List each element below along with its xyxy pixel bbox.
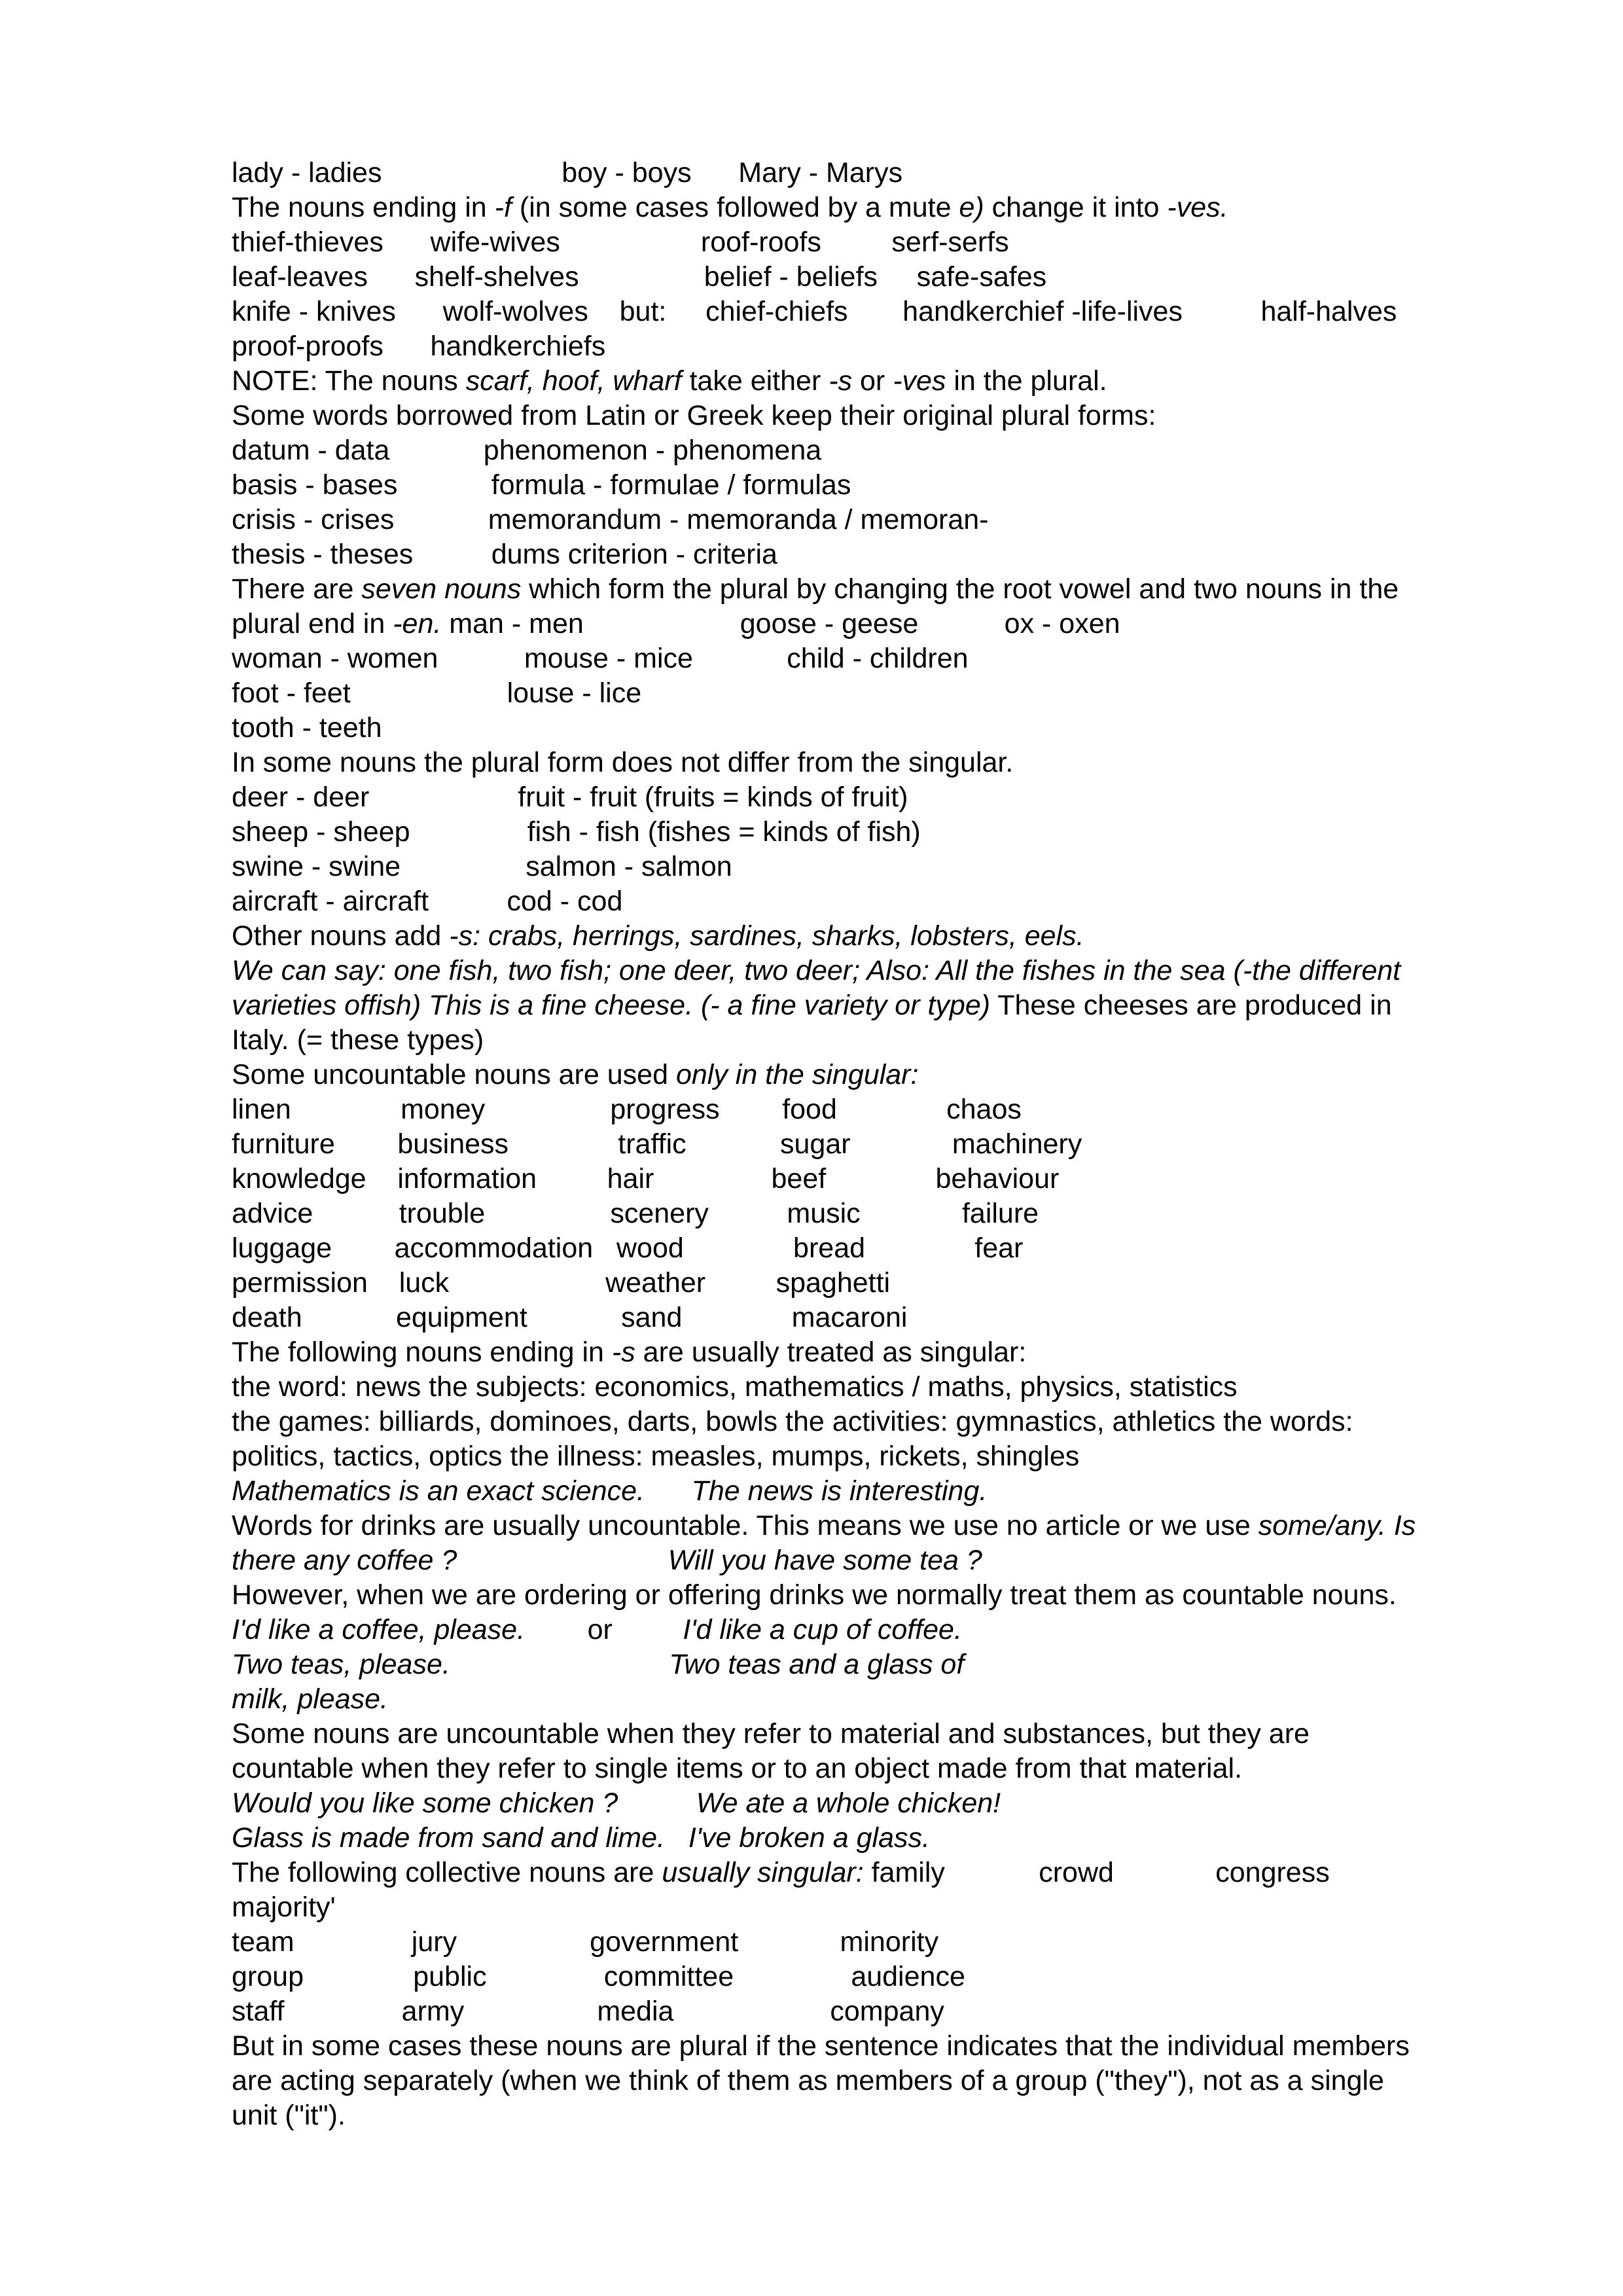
text-line <box>232 815 921 850</box>
text-line <box>232 850 732 884</box>
text-run: death equipment sand macaroni <box>232 1302 908 1333</box>
text-run: (in some cases followed by a mute <box>511 192 959 223</box>
text-line <box>232 954 1400 988</box>
text-run: luggage accommodation wood bread fear <box>232 1232 1024 1264</box>
text-run: swine - swine salmon - salmon <box>232 851 732 882</box>
text-line <box>232 295 1397 329</box>
text-run: e) <box>959 192 984 223</box>
text-run: -en. <box>393 608 442 639</box>
text-line <box>232 1578 1397 1613</box>
text-run: furniture business traffic sugar machinery <box>232 1128 1082 1160</box>
text-run: only in the singular: <box>675 1059 919 1090</box>
text-run: -ves. <box>1167 192 1228 223</box>
text-line <box>232 156 902 190</box>
text-run: datum - data phenomenon - phenomena <box>232 435 822 466</box>
text-run: proof-proofs handkerchiefs <box>232 331 606 362</box>
text-line <box>232 1092 1022 1127</box>
text-run: The following nouns ending in <box>232 1336 612 1368</box>
text-line <box>232 1405 1353 1439</box>
text-run: some/any. Is <box>1258 1510 1416 1541</box>
text-line <box>232 1127 1082 1162</box>
text-line <box>232 745 1013 780</box>
text-run: Other nouns add <box>232 920 450 952</box>
text-run: are usually treated as singular: <box>635 1336 1027 1368</box>
text-run: These cheeses are produced in <box>990 990 1392 1021</box>
text-run: NOTE: The nouns <box>232 365 466 397</box>
text-run: thief-thieves wife-wives roof-roofs serf-serfs <box>232 226 1009 258</box>
text-line <box>232 1890 336 1925</box>
text-run: sheep - sheep fish - fish (fishes = kinds of fish) <box>232 816 921 848</box>
text-run: We can say: one fish, two fish; one deer, two deer; Also: All the fishes in the sea (-the different <box>232 955 1401 986</box>
text-line <box>232 1751 1242 1786</box>
text-line <box>232 1370 1238 1405</box>
text-run: deer - deer fruit - fruit (fruits = kinds of fruit) <box>232 781 908 813</box>
text-line <box>232 1300 907 1335</box>
text-line <box>232 1856 1330 1890</box>
text-line <box>232 1960 965 1994</box>
text-run: lady - ladies boy - boys Mary - Marys <box>232 157 903 188</box>
text-run: I'd like a coffee, please. <box>232 1614 526 1645</box>
text-line <box>232 1786 1001 1821</box>
text-line <box>232 1023 484 1058</box>
text-line <box>232 572 1399 607</box>
text-run: The nouns ending in <box>232 192 495 223</box>
text-run: Some uncountable nouns are used <box>232 1059 676 1090</box>
text-run: linen money progress food chaos <box>232 1094 1022 1125</box>
text-line <box>232 2029 1410 2064</box>
text-line <box>232 2064 1384 2098</box>
text-run: -s <box>611 1336 635 1368</box>
text-run: take either <box>681 365 829 397</box>
text-line <box>232 1682 388 1717</box>
text-line <box>232 433 821 468</box>
text-run: But in some cases these nouns are plural if the sentence indicates that the individual members <box>232 2030 1410 2062</box>
text-line <box>232 190 1228 225</box>
text-line <box>232 225 1009 260</box>
text-line <box>232 607 1120 641</box>
text-run: Words for drinks are usually uncountable. This means we use no article or we use <box>232 1510 1258 1541</box>
text-run: are acting separately (when we think of them as members of a group ("they"), not as a single <box>232 2065 1384 2096</box>
text-line <box>232 1474 987 1509</box>
text-line <box>232 1439 1079 1474</box>
text-run: change it into <box>984 192 1168 223</box>
text-run: Some nouns are uncountable when they refer to material and substances, but they are <box>232 1718 1310 1749</box>
text-run: usually singular: <box>662 1857 864 1888</box>
text-line <box>232 1543 982 1578</box>
text-run: unit ("it"). <box>232 2100 346 2131</box>
text-line <box>232 1058 918 1092</box>
text-run: countable when they refer to single items or to an object made from that material. <box>232 1753 1243 1784</box>
text-line <box>232 399 1156 433</box>
text-run: However, when we are ordering or offering drinks we normally treat them as countable nouns. <box>232 1579 1397 1611</box>
text-line <box>232 1231 1023 1266</box>
text-run: majority' <box>232 1892 336 1923</box>
text-run: varieties offish) This is a fine cheese. (- a fine variety or type) <box>232 990 991 1021</box>
text-run: or <box>852 365 893 397</box>
text-run: thesis - theses dums criterion - criteria <box>232 539 777 570</box>
text-run: Two teas, please. Two teas and a glass of <box>232 1649 965 1680</box>
text-run: the word: news the subjects: economics, mathematics / maths, physics, statistics <box>232 1371 1238 1403</box>
text-line <box>232 1925 938 1960</box>
text-run: leaf-leaves shelf-shelves belief - beliefs safe-safes <box>232 261 1047 293</box>
text-run: group public committee audience <box>232 1961 965 1992</box>
text-line <box>232 1647 964 1682</box>
text-run: crisis - crises memorandum - memoranda / memoran- <box>232 504 989 535</box>
text-run: foot - feet louse - lice <box>232 677 642 709</box>
text-run: In some nouns the plural form does not differ from the singular. <box>232 747 1014 778</box>
text-run: which form the plural by changing the root vowel and two nouns in the <box>521 573 1399 605</box>
text-line <box>232 503 989 537</box>
text-line <box>232 1613 962 1647</box>
text-run: scarf, hoof, wharf <box>465 365 682 397</box>
text-run: Would you like some chicken ? We ate a whole chicken! <box>232 1787 1001 1819</box>
text-run: plural end in <box>232 608 393 639</box>
text-line <box>232 1162 1059 1196</box>
text-run: There are <box>232 573 362 605</box>
text-run: woman - women mouse - mice child - children <box>232 643 969 674</box>
text-line <box>232 988 1392 1023</box>
text-run: -f <box>494 192 512 223</box>
text-run: politics, tactics, optics the illness: measles, mumps, rickets, shingles <box>232 1441 1080 1472</box>
text-run: The following collective nouns are <box>232 1857 662 1888</box>
text-line <box>232 468 851 503</box>
text-line <box>232 329 605 364</box>
text-run: I'd like a cup of coffee. <box>683 1614 962 1645</box>
text-run: advice trouble scenery music failure <box>232 1198 1039 1229</box>
text-line <box>232 537 777 572</box>
text-line <box>232 1509 1416 1543</box>
text-line <box>232 780 908 815</box>
text-run: there any coffee ? Will you have some tea ? <box>232 1545 982 1576</box>
text-run: knife - knives wolf-wolves but: chief-chiefs handkerchief -life-lives half-halves <box>232 296 1397 327</box>
text-run: man - men goose - geese ox - oxen <box>441 608 1120 639</box>
text-line <box>232 1266 890 1300</box>
text-line <box>232 1196 1039 1231</box>
text-run: basis - bases formula - formulae / formulas <box>232 469 851 501</box>
text-run: Italy. (= these types) <box>232 1024 484 1056</box>
text-run: or <box>525 1614 683 1645</box>
text-line <box>232 884 622 919</box>
text-run: staff army media company <box>232 1996 944 2027</box>
text-line <box>232 1717 1310 1751</box>
text-run: -s <box>829 365 853 397</box>
text-run: team jury government minority <box>232 1926 939 1958</box>
text-line <box>232 1335 1026 1370</box>
text-run: the games: billiards, dominoes, darts, bowls the activities: gymnastics, athletics the words: <box>232 1406 1353 1437</box>
text-line <box>232 2098 346 2133</box>
text-run: Glass is made from sand and lime. I've broken a glass. <box>232 1822 930 1854</box>
text-line <box>232 364 1107 399</box>
text-run: milk, please. <box>232 1683 388 1715</box>
text-line <box>232 641 969 676</box>
text-line <box>232 260 1046 295</box>
text-run: permission luck weather spaghetti <box>232 1267 891 1299</box>
text-run: Mathematics is an exact science. The news is interesting. <box>232 1475 988 1507</box>
text-line <box>232 676 641 711</box>
text-run: -ves <box>893 365 946 397</box>
text-run: family crowd congress <box>863 1857 1330 1888</box>
text-run: tooth - teeth <box>232 712 382 744</box>
text-run: Some words borrowed from Latin or Greek keep their original plural forms: <box>232 400 1156 431</box>
text-run: seven nouns <box>361 573 522 605</box>
text-run: in the plural. <box>946 365 1107 397</box>
text-run: aircraft - aircraft cod - cod <box>232 886 623 917</box>
text-line <box>232 711 382 745</box>
text-line <box>232 1821 930 1856</box>
text-line <box>232 919 1084 954</box>
text-run: knowledge information hair beef behaviour <box>232 1163 1060 1194</box>
text-line <box>232 1994 944 2029</box>
text-run: -s: crabs, herrings, sardines, sharks, lobsters, eels. <box>449 920 1084 952</box>
